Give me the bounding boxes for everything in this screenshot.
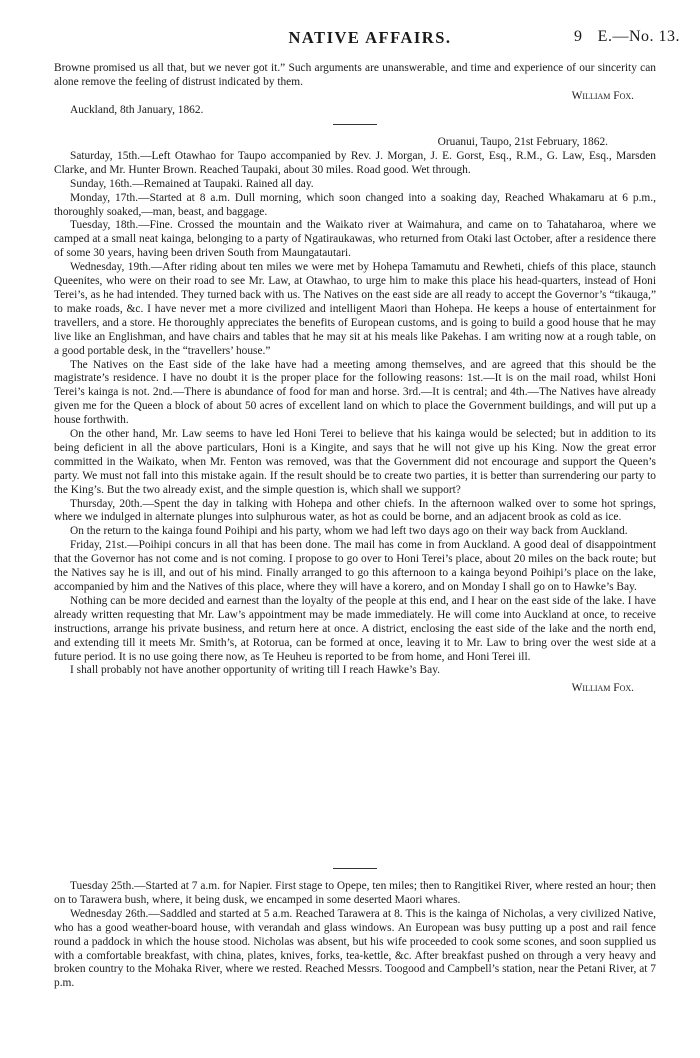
dateline: Oruanui, Taupo, 21st February, 1862. bbox=[437, 136, 608, 148]
letter-section-1 bbox=[54, 62, 656, 118]
section-divider-2-wrap bbox=[54, 868, 656, 869]
paragraph: Sunday, 16th.—Remained at Taupaki. Rained all day. bbox=[70, 177, 314, 190]
paragraph: I shall probably not have another opportunity of writing till I reach Hawke’s Bay. bbox=[70, 664, 440, 677]
paragraph: The Natives on the East side of the lake have had a meeting among themselves, and are agreed that this should be the magistrate’s residence. I have no doubt it is the proper place for the following reasons: 1st.—It is on the mail road, whilst Honi Terei’s kainga is not. 2nd.—There is abundance of food for man and horse. 3rd.—It is central; and 4th.—The Natives have already given me for the Queen a block of about 50 acres of excellent land on which to place the Government buildings, and will put up a house forthwith. bbox=[54, 358, 656, 427]
paragraph: Tuesday 25th.—Started at 7 a.m. for Napier. First stage to Opepe, ten miles; then to Rangitikei River, where rested an hour; then on to Tarawera bush, where, it being dusk, we encamped in some deserted Maori whares. bbox=[54, 880, 656, 906]
signature: William Fox. bbox=[571, 89, 634, 102]
paragraph: Thursday, 20th.—Spent the day in talking with Hohepa and other chiefs. In the afternoon walked over to some hot springs, where we indulged in alternate plunges into sulphurous water, as hot as could be borne, and an adjacent brook as cold as ice. bbox=[54, 497, 656, 524]
paragraph: Tuesday, 18th.—Fine. Crossed the mountain and the Waikato river at Waimahura, and came on to Tahataharoa, where we camped at a small neat kainga, belonging to a party of Ngatiraukawas, who returned from Otaki last October, after a residence there of some 30 years, having been driven South from Maungatautari. bbox=[54, 219, 656, 260]
letter-section-3 bbox=[54, 880, 656, 991]
paragraph: On the other hand, Mr. Law seems to have led Honi Terei to believe that his kainga would be selected; but in addition to its being deficient in all the above particulars, Honi is a Kingite, and says that he will not give up his King. Now the great error committed in the Waikato, when Mr. Fenton was removed, was that the Government did not encourage and support the Queen’s party. We must not fall into this mistake again. If the result should be to create two parties, it is better than surrendering our party to the King’s. But the two already exist, and the simple question is, which shall we support? bbox=[54, 428, 656, 496]
letter-section-2 bbox=[54, 130, 656, 696]
paragraph-list bbox=[54, 150, 656, 678]
section-divider bbox=[333, 868, 377, 869]
paragraph: Browne promised us all that, but we never got it.” Such arguments are unanswerable, and time and experience of our sincerity can alone remove the feeling of distrust indicated by them. bbox=[54, 62, 656, 88]
page-header bbox=[60, 28, 680, 48]
running-title: NATIVE AFFAIRS. bbox=[288, 28, 452, 47]
page-number: 9 bbox=[574, 28, 582, 45]
paragraph: Friday, 21st.—Poihipi concurs in all that has been done. The mail has come in from Auckland. A good deal of disappointment that the Governor has not come and is not coming. I propose to go over to Honi Terei’s place, about 20 miles on the back route; but the Natives say he is ill, and out of his mind. Finally arranged to go this afternoon to a kainga beyond Poihipi’s place on the lake, accompanied by him and the Natives of this place, where they will have a korero, and on Monday I shall go on to Hawke’s Bay. bbox=[54, 539, 656, 593]
paragraph: Saturday, 15th.—Left Otawhao for Taupo accompanied by Rev. J. Morgan, J. E. Gorst, Esq., R.M., G. Law, Esq., Marsden Clarke, and Mr. Hunter Brown. Reached Taupaki, about 30 miles. Road good. Wet through. bbox=[54, 149, 656, 176]
signature: William Fox. bbox=[571, 682, 634, 695]
paragraph: Monday, 17th.—Started at 8 a.m. Dull morning, which soon changed into a soaking day, Reached Whakamaru at 6 p.m., thoroughly soaked,—man, beast, and baggage. bbox=[54, 191, 656, 218]
paragraph: Wednesday, 19th.—After riding about ten miles we were met by Hohepa Tamamutu and Rewheti, chiefs of this place, staunch Queenites, who were on their road to see Mr. Law, at Otawhao, to urge him to make this place his head-quarters, instead of Honi Terei’s, as he had intended. They turned back with us. The Natives on the east side are all ready to accept the Governor’s “tikauga,” to make roads, &c. I have never met a more civilized and intelligent Maori than Hohepa. He keeps a house of entertainment for travellers, and a store. He thoroughly appreciates the benefits of European customs, and is going to build a good house that he may live like an Englishman, and have chairs and tables that he may sit at his meals like Pakehas. I am writing now at a rough table, on a good portable desk, in the “travellers’ house.” bbox=[54, 261, 656, 357]
paragraph: Wednesday 26th.—Saddled and started at 5 a.m. Reached Tarawera at 8. This is the kainga of Nicholas, a very civilized Native, who has a good weather-board house, with verandah and glass windows. An European was busy putting up a post and rail fence round a paddock in which the house stood. Nicholas was absent, but his wife proceeded to cook some scones, and soon supplied us with a comfortable breakfast, with china, plates, knives, forks, tea-kettle, &c. After breakfast pushed on through a very heavy and broken country to the Mohaka River, where we rested. Reached Messrs. Toogood and Campbell’s station, near the Petani River, at 7 p.m. bbox=[54, 907, 656, 990]
document-reference: E.—No. 13. bbox=[597, 28, 680, 45]
section-divider bbox=[333, 124, 377, 125]
paragraph: On the return to the kainga found Poihipi and his party, whom we had left two days ago on their way back from Auckland. bbox=[70, 525, 628, 538]
paragraph-list bbox=[54, 880, 656, 991]
paragraph: Nothing can be more decided and earnest than the loyalty of the people at this end, and I hear on the east side of the lake. I have already written requesting that Mr. Law’s appointment may be made immediately. He will come into Auckland at once, to receive instructions, arrange his private business, and return here at once. A district, enclosing the east side of the lake and the north end, and extending till it meets Mr. Smith’s, at Rotorua, can be formed at once, leaving it to Mr. Law to bring over the west side at a future period. It is no use going there now, as Te Heuheu is reported to be from home, and Honi Terei ill. bbox=[54, 594, 656, 663]
section-divider-1-wrap bbox=[54, 124, 656, 125]
place-date: Auckland, 8th January, 1862. bbox=[70, 103, 204, 116]
